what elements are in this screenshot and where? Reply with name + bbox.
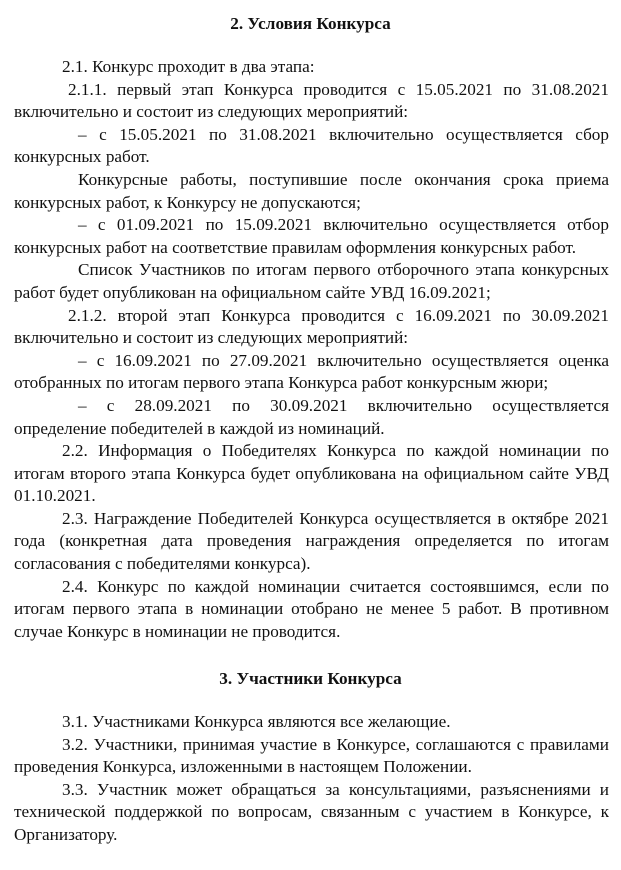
clause-3-2: 3.2. Участники, принимая участие в Конкурсе, соглашаются с правилами проведения Конкурса, изложенными в настоящем Положении. [14,734,609,777]
clause-2-3: 2.3. Награждение Победителей Конкурса осуществляется в октябре 2021 года (конкретная дата проведения награждения определяется по итогам согласования с победителями конкурса). [14,508,609,574]
clause-2-1-1-item-d: Список Участников по итогам первого отборочного этапа конкурсных работ будет опубликован на официальном сайте УВД 16.09.2021; [14,260,609,302]
clause-2-4: 2.4. Конкурс по каждой номинации считается состоявшимся, если по итогам первого этапа в номинации отобрано не менее 5 работ. В противном случае Конкурс в номинации не проводится. [14,576,609,641]
clause-2-2: 2.2. Информация о Победителях Конкурса по каждой номинации по итогам второго этапа Конкурса будет опубликована на официальном сайте УВД 01.10.2021. [14,441,609,506]
section-3-body [14,711,609,847]
section-2-body [14,56,609,643]
clause-2-1: 2.1. Конкурс проходит в два этапа: [62,57,315,76]
clause-2-1-2-item-b: – с 28.09.2021 по 30.09.2021 включительно осуществляется определение победителей в каждой из номинаций. [14,395,609,438]
clause-3-1: 3.1. Участниками Конкурса являются все желающие. [62,712,451,731]
clause-2-1-1-item-b: Конкурсные работы, поступившие после окончания срока приема конкурсных работ, к Конкурсу не допускаются; [14,169,609,212]
clause-3-3: 3.3. Участник может обращаться за консультациями, разъяснениями и технической поддержкой по вопросам, связанным с участием в Конкурсе, к Организатору. [14,779,609,844]
clause-2-1-1-item-a: – с 15.05.2021 по 31.08.2021 включительно осуществляется сбор конкурсных работ. [14,124,609,167]
clause-2-1-2-item-a: – с 16.09.2021 по 27.09.2021 включительно осуществляется оценка отобранных по итогам первого этапа Конкурса работ конкурсным жюри; [14,350,609,393]
clause-2-1-2: 2.1.2. второй этап Конкурса проводится с 16.09.2021 по 30.09.2021 включительно и состоит из следующих мероприятий: [14,305,609,348]
clause-2-1-1: 2.1.1. первый этап Конкурса проводится с 15.05.2021 по 31.08.2021 включительно и состоит из следующих мероприятий: [14,79,609,122]
clause-2-1-1-item-c: – с 01.09.2021 по 15.09.2021 включительно осуществляется отбор конкурсных работ на соответствие правилам оформления конкурсных работ. [14,215,609,257]
section-2-title: 2. Условия Конкурса [230,14,391,33]
section-3-title: 3. Участники Конкурса [219,669,402,688]
